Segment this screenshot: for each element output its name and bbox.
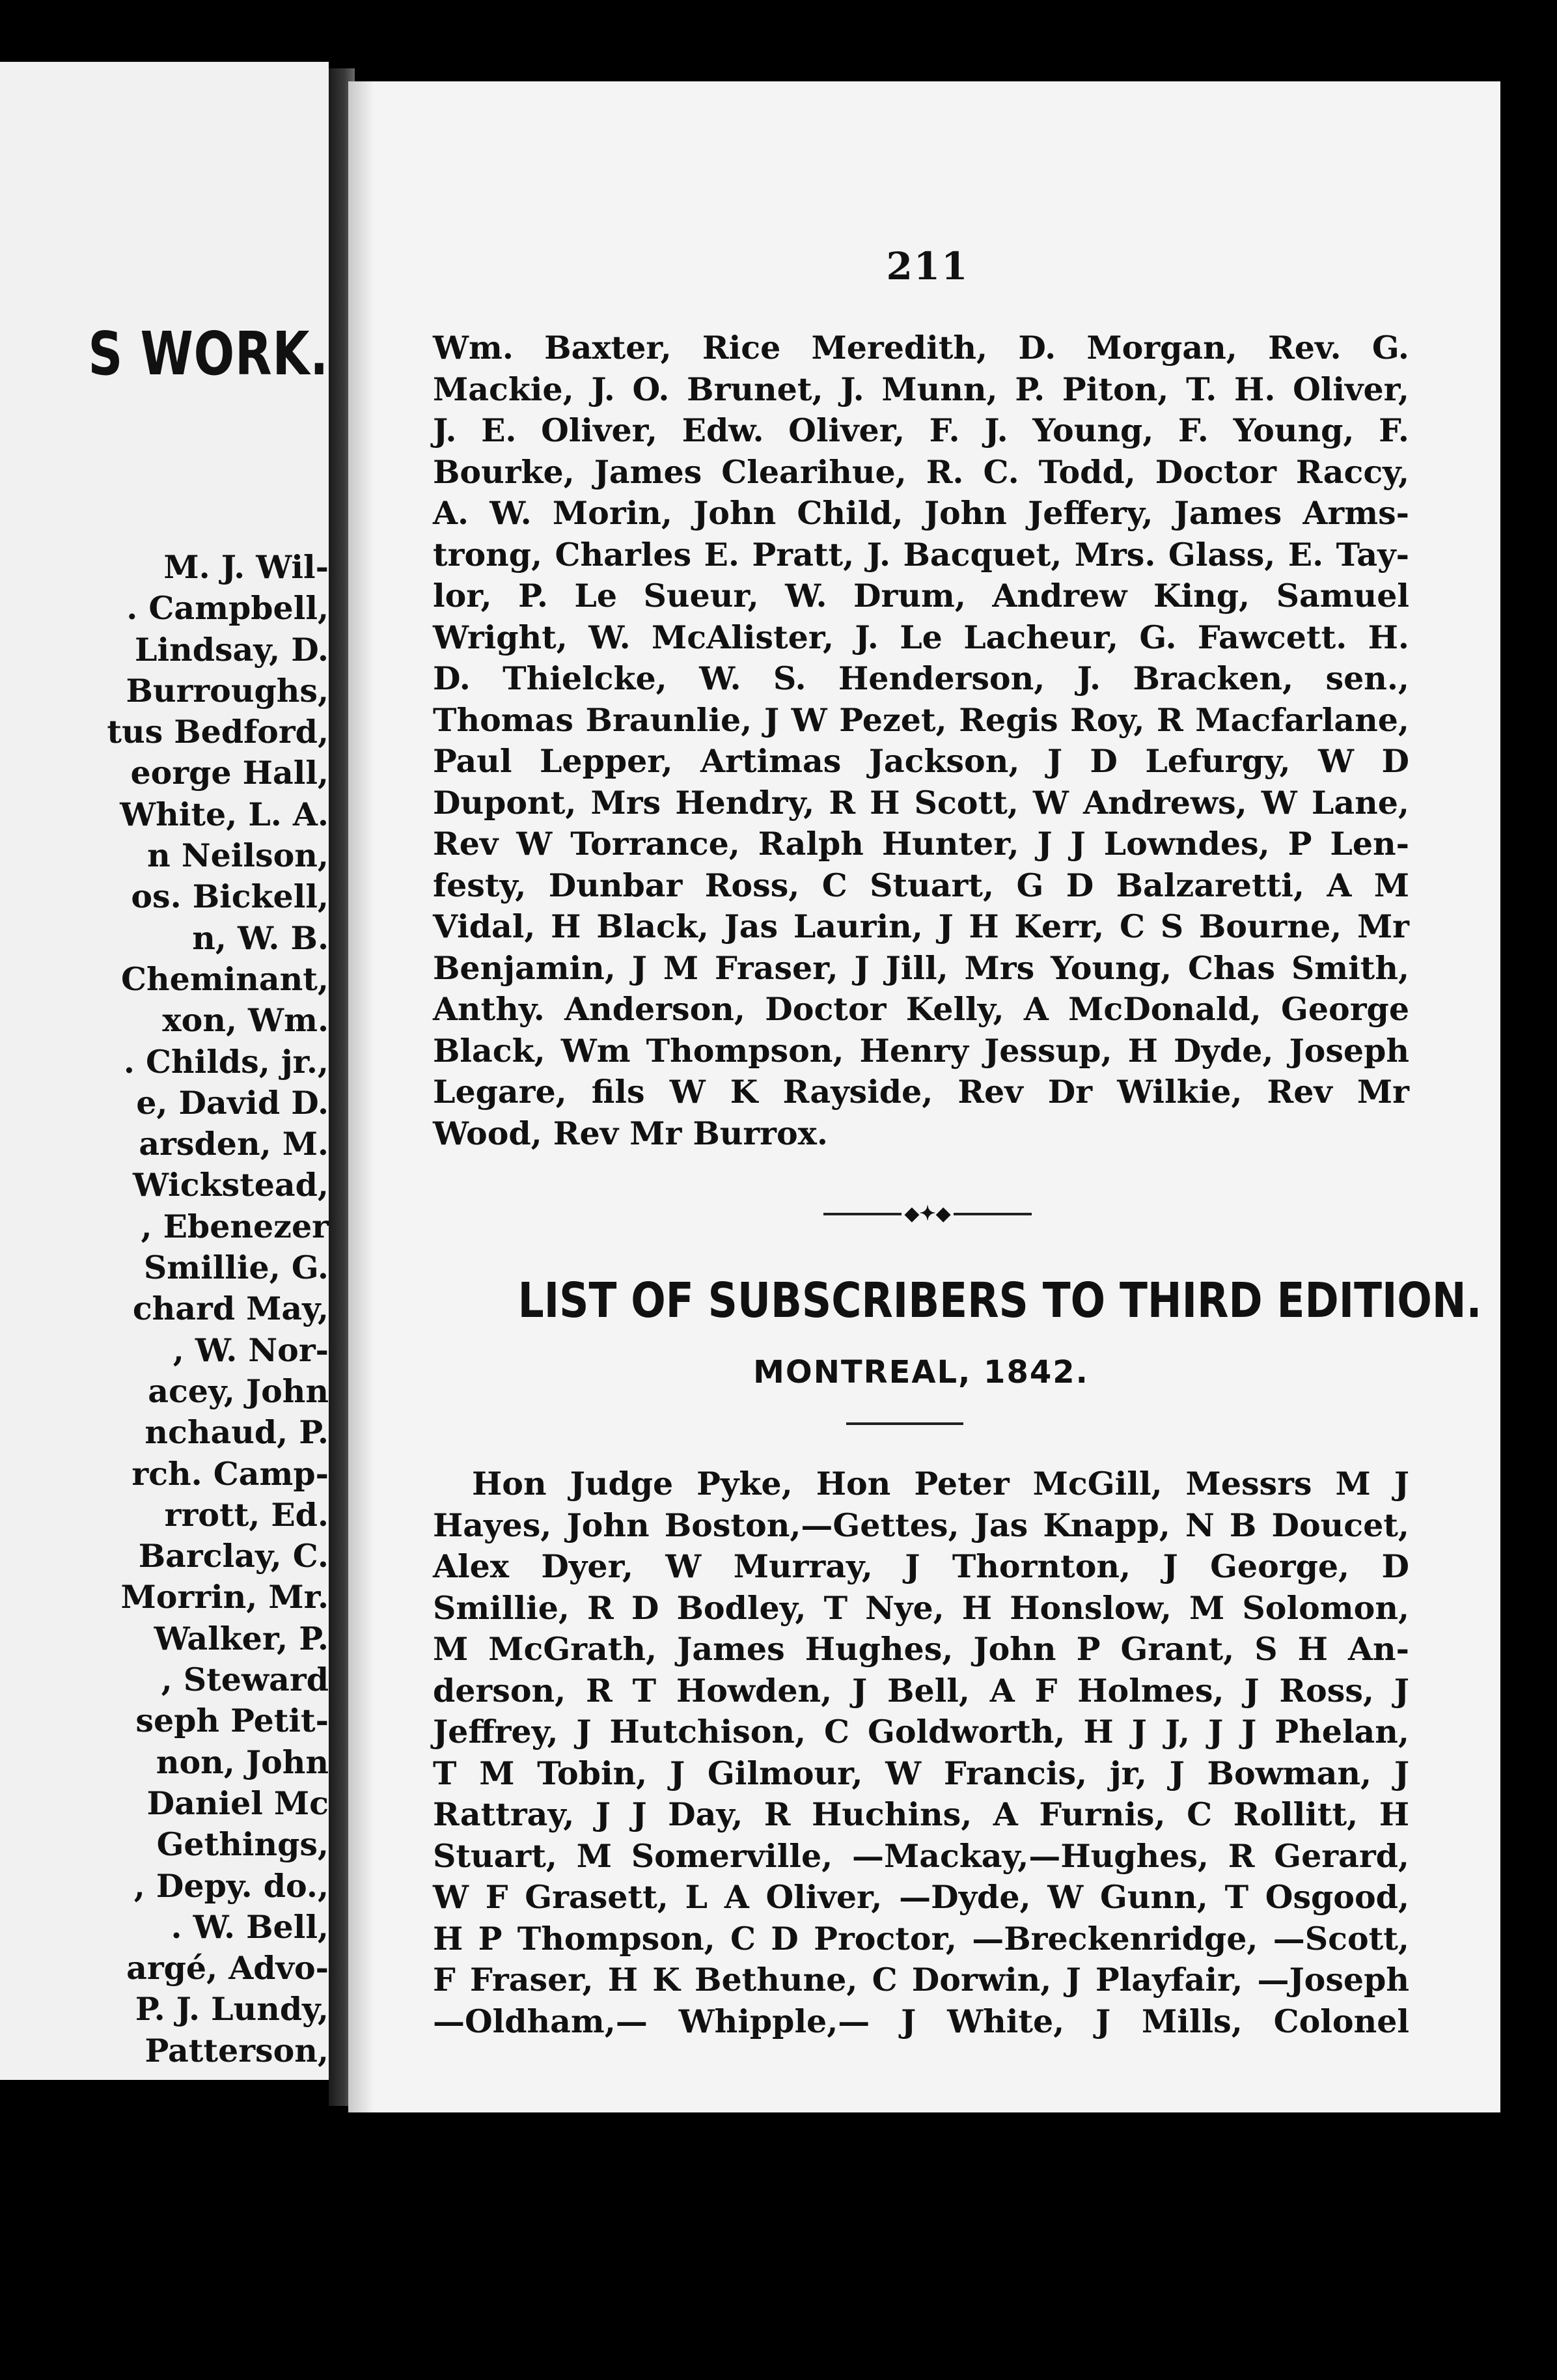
text-line: Hayes, John Boston,—Gettes, Jas Knapp, N B Doucet, xyxy=(433,1506,1409,1544)
text-line: Rev W Torrance, Ralph Hunter, J J Lowndes, P Len- xyxy=(433,825,1409,863)
facing-page-line: acey, John xyxy=(148,1372,329,1410)
facing-page-line: Walker, P. xyxy=(154,1619,329,1657)
facing-page-line: rch. Camp- xyxy=(131,1454,329,1493)
text-line: Anthy. Anderson, Doctor Kelly, A McDonald, George xyxy=(433,990,1409,1028)
text-line: W F Grasett, L A Oliver, —Dyde, W Gunn, T Osgood, xyxy=(433,1878,1409,1916)
facing-page-text xyxy=(107,547,329,2071)
text-line: H P Thompson, C D Proctor, —Breckenridge, —Scott, xyxy=(433,1919,1409,1958)
facing-page-line: seph Petit- xyxy=(135,1702,329,1740)
facing-page-line: White, L. A. xyxy=(120,795,329,833)
facing-page-line: Burroughs, xyxy=(126,671,329,710)
text-line: Wm. Baxter, Rice Meredith, D. Morgan, Rev. G. xyxy=(433,329,1409,367)
facing-page-line: . Childs, jr., xyxy=(123,1042,329,1081)
ornament-flourish-icon: ◆✦◆ xyxy=(904,1202,951,1225)
facing-page-line: e, David D. xyxy=(136,1083,329,1122)
text-line: Wright, W. McAlister, J. Le Lacheur, G. Fawcett. H. xyxy=(433,618,1409,656)
facing-page xyxy=(0,62,329,2080)
text-line: festy, Dunbar Ross, C Stuart, G D Balzaretti, A M xyxy=(433,866,1409,904)
text-line: lor, P. Le Sueur, W. Drum, Andrew King, Samuel xyxy=(433,577,1409,615)
facing-page-line: , Ebenezer xyxy=(141,1207,329,1245)
text-line: Mackie, J. O. Brunet, J. Munn, P. Piton, T. H. Oliver, xyxy=(433,370,1409,408)
facing-page-line: Patterson, xyxy=(145,2031,329,2069)
facing-page-line: . Campbell, xyxy=(126,589,329,628)
facing-page-line: , Steward xyxy=(161,1661,329,1699)
facing-page-line: Wickstead, xyxy=(132,1166,329,1204)
text-line: —Oldham,— Whipple,— J White, J Mills, Colonel xyxy=(433,2002,1409,2040)
facing-page-line: Daniel Mc xyxy=(146,1784,329,1822)
facing-page-line: Gethings, xyxy=(156,1825,329,1864)
text-line: F Fraser, H K Bethune, C Dorwin, J Playfair, —Joseph xyxy=(433,1961,1409,1999)
facing-page-line: Smillie, G. xyxy=(143,1249,329,1287)
short-rule xyxy=(846,1422,963,1425)
facing-page-line: eorge Hall, xyxy=(130,754,329,792)
subscriber-paragraph-montreal xyxy=(433,1463,1409,2042)
text-line: Paul Lepper, Artimas Jackson, J D Lefurgy, W D xyxy=(433,742,1409,780)
section-subheading: MONTREAL, 1842. xyxy=(753,1354,1089,1391)
text-line: Hon Judge Pyke, Hon Peter McGill, Messrs M J xyxy=(472,1465,1409,1502)
text-line: Benjamin, J M Fraser, J Jill, Mrs Young, Chas Smith, xyxy=(433,948,1409,987)
text-line: Bourke, James Clearihue, R. C. Todd, Doctor Raccy, xyxy=(433,452,1409,491)
facing-page-line: chard May, xyxy=(132,1290,329,1328)
facing-page-line: , W. Nor- xyxy=(172,1331,329,1369)
text-line: Smillie, R D Bodley, T Nye, H Honslow, M Solomon, xyxy=(433,1588,1409,1627)
ornament-rule-left xyxy=(823,1213,902,1215)
text-line: Black, Wm Thompson, Henry Jessup, H Dyde, Joseph xyxy=(433,1031,1409,1070)
text-line: derson, R T Howden, J Bell, A F Holmes, J Ross, J xyxy=(433,1671,1409,1709)
facing-page-line: Lindsay, D. xyxy=(135,630,329,669)
text-line: Jeffrey, J Hutchison, C Goldworth, H J J, J J Phelan, xyxy=(433,1713,1409,1750)
text-line: Stuart, M Somerville, —Mackay,—Hughes, R Gerard, xyxy=(433,1836,1409,1875)
facing-page-line: n, W. B. xyxy=(192,919,329,957)
section-divider-ornament xyxy=(823,1201,1032,1227)
facing-page-line: nchaud, P. xyxy=(145,1413,329,1452)
section-heading xyxy=(433,1273,1482,1329)
facing-page-line: os. Bickell, xyxy=(131,878,329,916)
facing-page-line: rrott, Ed. xyxy=(164,1495,329,1534)
facing-page-line: P. J. Lundy, xyxy=(135,1990,329,2028)
page-edge-shadow xyxy=(348,81,374,2112)
facing-page-line: . W. Bell, xyxy=(171,1907,329,1946)
facing-page-line: Cheminant, xyxy=(121,960,329,998)
facing-page-line: non, John xyxy=(156,1743,329,1781)
text-line: J. E. Oliver, Edw. Oliver, F. J. Young, F. Young, F. xyxy=(433,411,1409,449)
facing-page-heading: S WORK. xyxy=(88,319,329,389)
text-line: D. Thielcke, W. S. Henderson, J. Bracken, sen., xyxy=(433,659,1409,697)
subscriber-paragraph-continued xyxy=(433,327,1409,1154)
facing-page-line: , Depy. do., xyxy=(133,1866,329,1905)
text-line: Rattray, J J Day, R Huchins, A Furnis, C Rollitt, H xyxy=(433,1795,1409,1833)
facing-page-line: n Neilson, xyxy=(147,837,329,875)
section-heading-text: LIST OF SUBSCRIBERS TO THIRD EDITION. xyxy=(517,1273,1482,1329)
facing-page-line: M. J. Wil- xyxy=(163,548,329,586)
text-line: A. W. Morin, John Child, John Jeffery, James Arms- xyxy=(433,494,1409,532)
facing-page-line: xon, Wm. xyxy=(162,1001,329,1040)
text-line: T M Tobin, J Gilmour, W Francis, jr, J Bowman, J xyxy=(433,1754,1409,1792)
text-line: Dupont, Mrs Hendry, R H Scott, W Andrews, W Lane, xyxy=(433,783,1409,822)
facing-page-line: tus Bedford, xyxy=(107,713,329,751)
main-page xyxy=(348,81,1500,2112)
text-line: trong, Charles E. Pratt, J. Bacquet, Mrs. Glass, E. Tay- xyxy=(433,535,1409,574)
facing-page-line: argé, Advo- xyxy=(126,1949,329,1987)
facing-page-line: Barclay, C. xyxy=(138,1537,329,1575)
facing-page-line: arsden, M. xyxy=(139,1125,329,1163)
text-line: M McGrath, James Hughes, John P Grant, S H An- xyxy=(433,1630,1409,1668)
ornament-rule-right xyxy=(954,1213,1032,1215)
page-number: 211 xyxy=(886,244,969,288)
text-line: Thomas Braunlie, J W Pezet, Regis Roy, R Macfarlane, xyxy=(433,700,1409,739)
text-line: Alex Dyer, W Murray, J Thornton, J George, D xyxy=(433,1547,1409,1585)
text-line: Legare, fils W K Rayside, Rev Dr Wilkie, Rev Mr xyxy=(433,1073,1409,1111)
facing-page-line: Morrin, Mr. xyxy=(120,1578,329,1616)
text-line: Vidal, H Black, Jas Laurin, J H Kerr, C S Bourne, Mr xyxy=(433,907,1409,945)
text-line: Wood, Rev Mr Burrox. xyxy=(433,1114,828,1152)
